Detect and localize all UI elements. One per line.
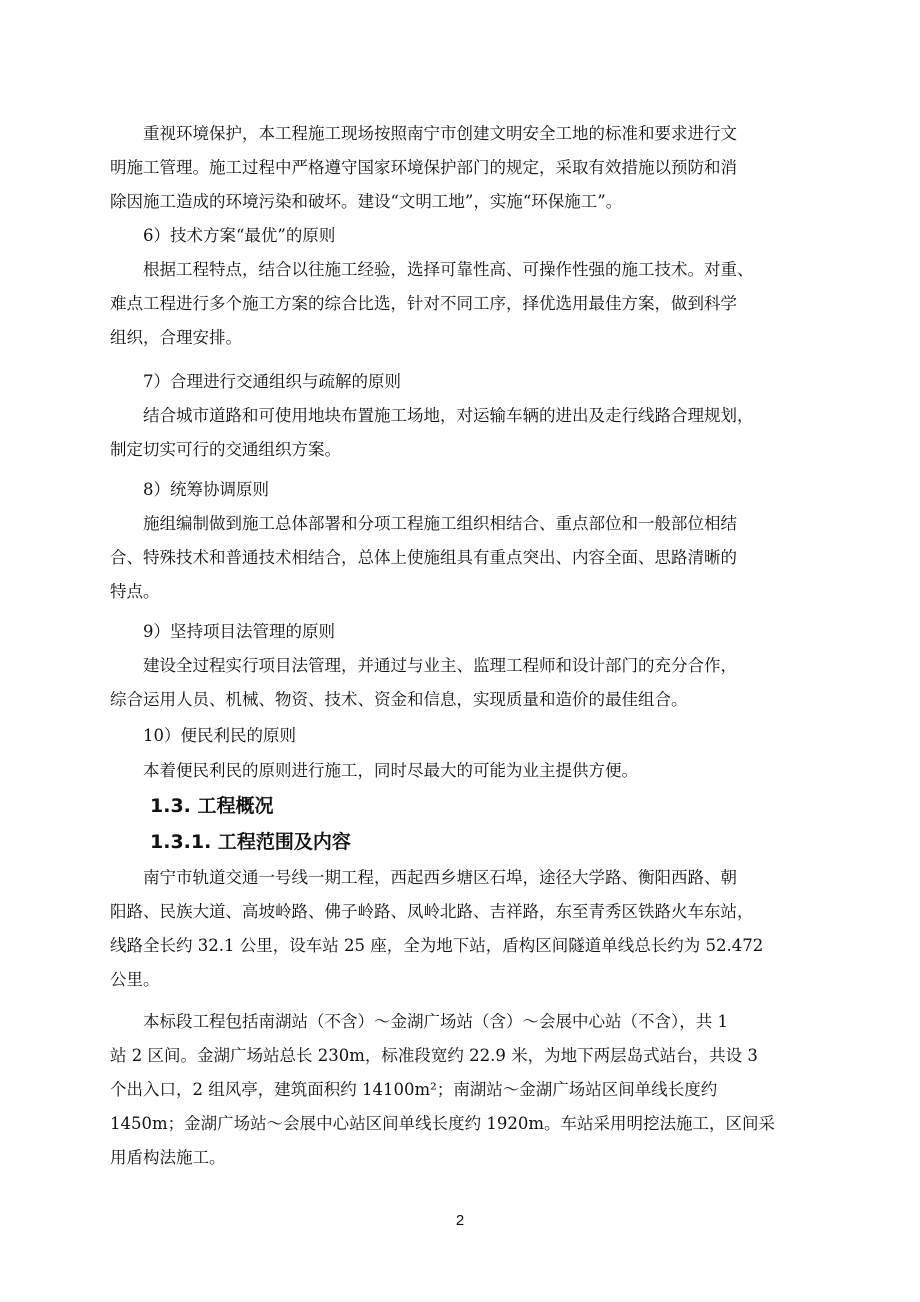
text-line: 根据工程特点，结合以往施工经验，选择可靠性高、可操作性强的施工技术。对重、 [143,260,754,279]
text-line: 1450m；金湖广场站～会展中心站区间单线长度约 1920m。车站采用明挖法施工，区间采 [110,1114,776,1133]
text-line: 站 2 区间。金湖广场站总长 230m，标准段宽约 22.9 米，为地下两层岛式站台，共设 3 [110,1046,758,1065]
paragraph-tech-plan [110,253,810,355]
section-heading-1-3-1: 1.3.1. 工程范围及内容 [150,831,351,853]
text-line: 难点工程进行多个施工方案的综合比选，针对不同工序，择优选用最佳方案，做到科学 [110,294,737,313]
text-line: 本标段工程包括南湖站（不含）～金湖广场站（含）～会展中心站（不含），共 1 [143,1012,728,1031]
item-heading-8: 8）统筹协调原则 [143,480,269,499]
text-line: 公里。 [110,970,160,989]
paragraph-environment [110,117,810,219]
text-line: 特点。 [110,582,160,601]
text-line: 施组编制做到施工总体部署和分项工程施工组织相结合、重点部位和一般部位相结 [143,514,737,533]
paragraph-coordination [110,507,810,609]
paragraph-convenience [110,754,810,788]
text-line: 组织，合理安排。 [110,328,242,347]
paragraph-line-overview [110,861,810,997]
text-line: 南宁市轨道交通一号线一期工程，西起西乡塘区石埠，途径大学路、衡阳西路、朝 [143,868,737,887]
item-heading-9: 9）坚持项目法管理的原则 [143,622,335,641]
page-number: 2 [455,1212,465,1229]
item-heading-6: 6）技术方案“最优”的原则 [143,226,336,245]
text-line: 结合城市道路和可使用地块布置施工场地，对运输车辆的进出及走行线路合理规划， [143,406,754,425]
text-line: 建设全过程实行项目法管理，并通过与业主、监理工程师和设计部门的充分合作， [143,656,737,675]
text-line: 阳路、民族大道、高坡岭路、佛子岭路、凤岭北路、吉祥路，东至青秀区铁路火车东站， [110,902,754,921]
text-line: 除因施工造成的环境污染和破坏。建设“文明工地”，实施“环保施工”。 [110,192,623,211]
text-line: 线路全长约 32.1 公里，设车站 25 座，全为地下站，盾构区间隧道单线总长约为 52.472 [110,936,764,955]
paragraph-project-management [110,649,810,717]
text-line: 合、特殊技术和普通技术相结合，总体上使施组具有重点突出、内容全面、思路清晰的 [110,548,737,567]
text-line: 用盾构法施工。 [110,1148,226,1167]
text-line: 明施工管理。施工过程中严格遵守国家环境保护部门的规定，采取有效措施以预防和消 [110,158,737,177]
text-line: 综合运用人员、机械、物资、技术、资金和信息，实现质量和造价的最佳组合。 [110,690,688,709]
text-line: 个出入口，2 组风亭，建筑面积约 14100m²；南湖站～金湖广场站区间单线长度约 [110,1080,718,1099]
section-heading-1-3: 1.3. 工程概况 [150,795,274,817]
item-heading-7: 7）合理进行交通组织与疏解的原则 [143,372,401,391]
paragraph-section-scope [110,1005,810,1175]
text-line: 制定切实可行的交通组织方案。 [110,440,341,459]
text-line: 本着便民利民的原则进行施工，同时尽最大的可能为业主提供方便。 [143,761,638,780]
item-heading-10: 10）便民利民的原则 [143,726,296,745]
paragraph-traffic [110,399,810,467]
text-line: 重视环境保护，本工程施工现场按照南宁市创建文明安全工地的标准和要求进行文 [143,124,737,143]
